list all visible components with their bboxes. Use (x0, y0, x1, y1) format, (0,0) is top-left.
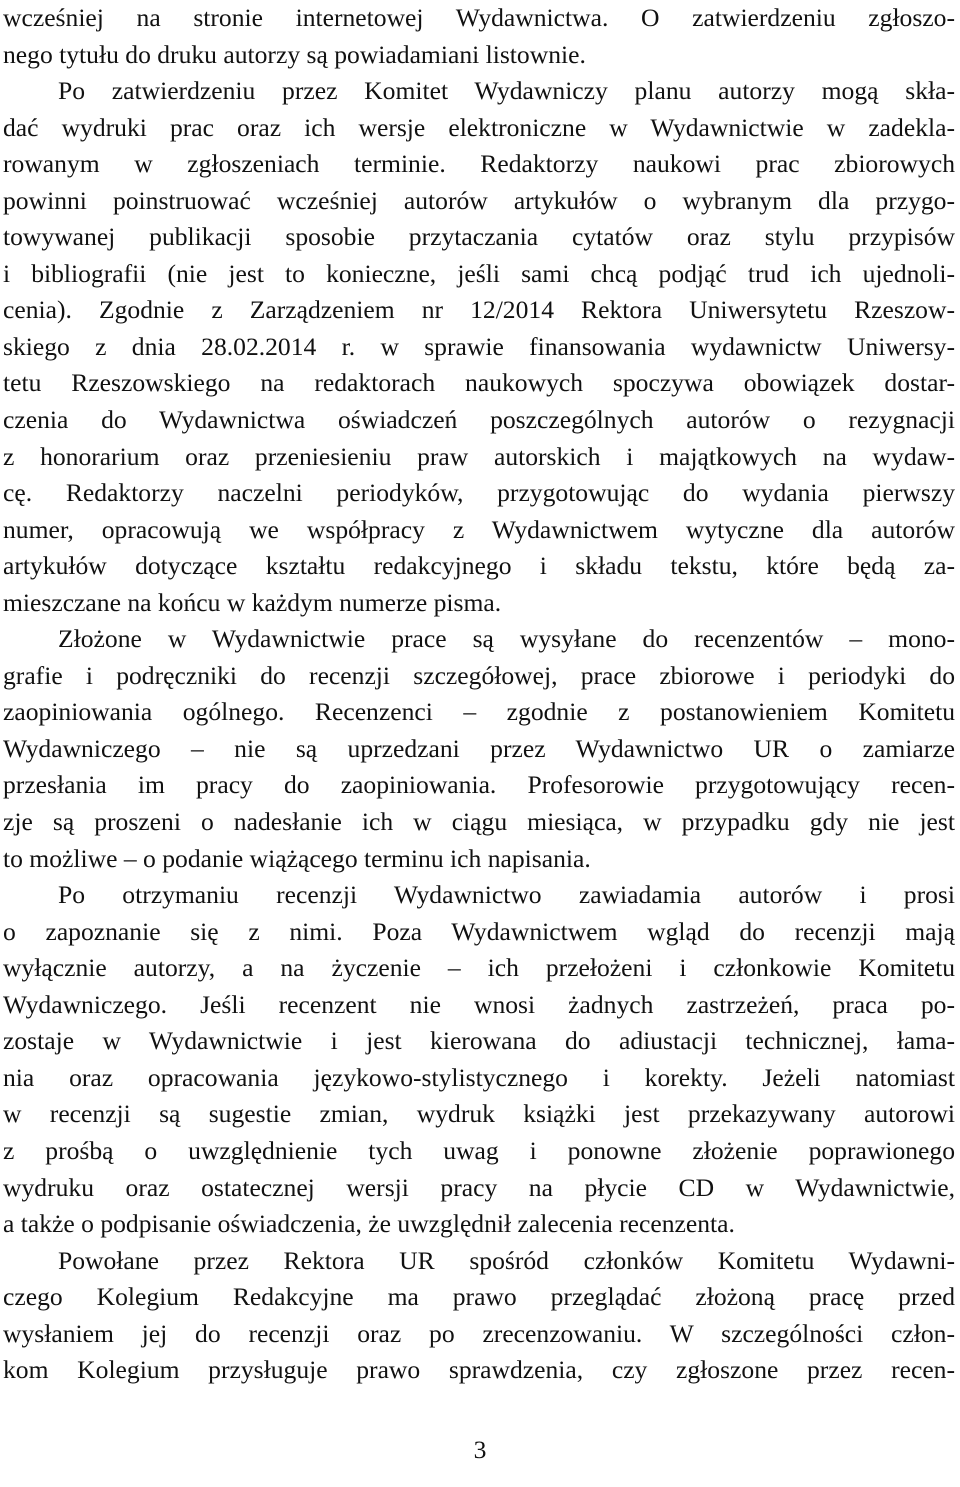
text-line: towywanej publikacji sposobie przytaczania cytatów oraz stylu przypisów (3, 222, 955, 252)
text-line: rowanym w zgłoszeniach terminie. Redaktorzy naukowi prac zbiorowych (3, 149, 955, 179)
text-line: z honorarium oraz przeniesieniu praw autorskich i majątkowych na wydaw- (3, 441, 955, 471)
text-line: z prośbą o uwzględnienie tych uwag i ponowne złożenie poprawionego (3, 1135, 955, 1165)
text-line: przesłania im pracy do zaopiniowania. Profesorowie przygotowujący recen- (3, 770, 955, 800)
body-text (3, 0, 955, 1389)
text-line: cę. Redaktorzy naczelni periodyków, przygotowując do wydania pierwszy (3, 478, 955, 508)
text-line: grafie i podręczniki do recenzji szczegółowej, prace zbiorowe i periodyki do (3, 660, 955, 690)
text-line: numer, opracowują we współpracy z Wydawnictwem wytyczne dla autorów (3, 514, 955, 544)
text-line: wysłaniem jej do recenzji oraz po zrecenzowaniu. W szczególności człon- (3, 1318, 955, 1348)
text-line: zostaje w Wydawnictwie i jest kierowana do adiustacji technicznej, łama- (3, 1026, 955, 1056)
text-line: Po otrzymaniu recenzji Wydawnictwo zawiadamia autorów i prosi (58, 880, 955, 910)
text-line: cenia). Zgodnie z Zarządzeniem nr 12/2014 Rektora Uniwersytetu Rzeszow- (3, 295, 955, 325)
text-line: to możliwe – o podanie wiążącego terminu ich napisania. (3, 843, 591, 873)
text-line: Wydawniczego. Jeśli recenzent nie wnosi żadnych zastrzeżeń, praca po- (3, 989, 955, 1019)
text-line: tetu Rzeszowskiego na redaktorach naukowych spoczywa obowiązek dostar- (3, 368, 955, 398)
text-line: a także o podpisanie oświadczenia, że uwzględnił zalecenia recenzenta. (3, 1209, 735, 1239)
text-line: wyłącznie autorzy, a na życzenie – ich przełożeni i członkowie Komitetu (3, 953, 955, 983)
text-line: kom Kolegium przysługuje prawo sprawdzenia, czy zgłoszone przez recen- (3, 1355, 955, 1385)
text-line: powinni poinstruować wcześniej autorów artykułów o wybranym dla przygo- (3, 185, 955, 215)
text-line: Wydawniczego – nie są uprzedzani przez Wydawnictwo UR o zamiarze (3, 733, 955, 763)
text-line: Złożone w Wydawnictwie prace są wysyłane do recenzentów – mono- (58, 624, 955, 654)
text-line: artykułów dotyczące kształtu redakcyjnego i składu tekstu, które będą za- (3, 551, 955, 581)
text-line: czenia do Wydawnictwa oświadczeń poszczególnych autorów o rezygnacji (3, 405, 955, 435)
text-line: dać wydruki prac oraz ich wersje elektroniczne w Wydawnictwie w zadekla- (3, 112, 955, 142)
text-line: nia oraz opracowania językowo-stylistycznego i korekty. Jeżeli natomiast (3, 1062, 955, 1092)
text-line: zje są proszeni o nadesłanie ich w ciągu miesiąca, w przypadku gdy nie jest (3, 807, 955, 837)
text-line: zaopiniowania ogólnego. Recenzenci – zgodnie z postanowieniem Komitetu (3, 697, 955, 727)
text-line: i bibliografii (nie jest to konieczne, jeśli sami chcą podjąć trud ich ujednoli- (3, 258, 955, 288)
text-line: Po zatwierdzeniu przez Komitet Wydawniczy planu autorzy mogą skła- (58, 76, 955, 106)
text-line: czego Kolegium Redakcyjne ma prawo przeglądać złożoną pracę przed (3, 1282, 955, 1312)
text-line: mieszczane na końcu w każdym numerze pisma. (3, 587, 502, 617)
text-line: Powołane przez Rektora UR spośród członków Komitetu Wydawni- (58, 1245, 955, 1275)
text-line: o zapoznanie się z nimi. Poza Wydawnictwem wgląd do recenzji mają (3, 916, 955, 946)
text-line: wcześniej na stronie internetowej Wydawnictwa. O zatwierdzeniu zgłoszo- (3, 3, 955, 32)
page-number: 3 (473, 1435, 487, 1464)
text-line: skiego z dnia 28.02.2014 r. w sprawie finansowania wydawnictw Uniwersy- (3, 331, 955, 361)
text-line: wydruku oraz ostatecznej wersji pracy na płycie CD w Wydawnictwie, (3, 1172, 955, 1202)
text-line: w recenzji są sugestie zmian, wydruk książki jest przekazywany autorowi (3, 1099, 955, 1129)
text-line: nego tytułu do druku autorzy są powiadamiani listownie. (3, 39, 586, 69)
